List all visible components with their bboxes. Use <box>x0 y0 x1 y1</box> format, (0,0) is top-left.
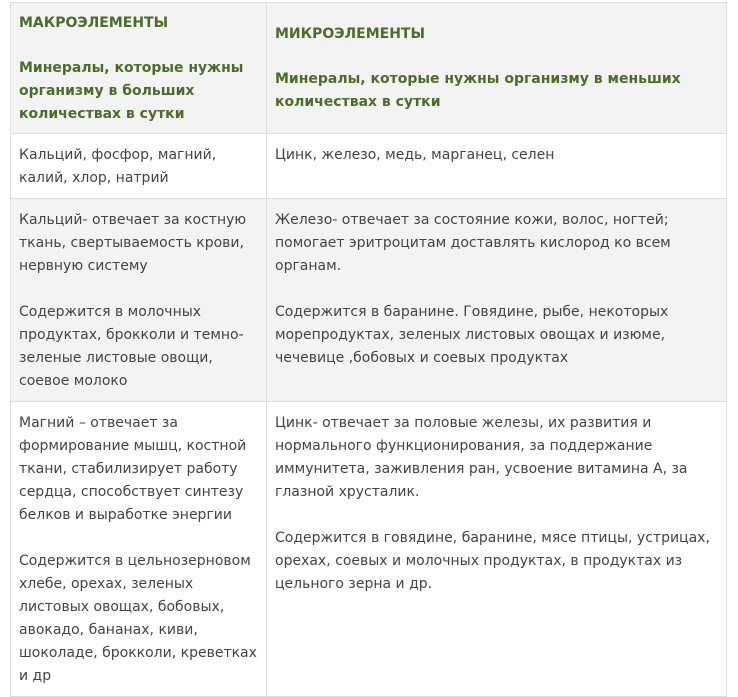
header-micro-cell <box>267 3 727 134</box>
micro-cell <box>267 402 727 697</box>
cell-text: Содержится в цельнозерновом хлебе, орехах, зеленых листовых овощах, бобовых, авокадо, бананах, киви, шоколаде, брокколи, креветках и др <box>19 553 257 684</box>
cell-text: Железо- отвечает за состояние кожи, волос, ногтей; помогает эритроцитам доставлять кислород ко всем органам. <box>275 212 671 274</box>
micro-title: МИКРОЭЛЕМЕНТЫ <box>275 26 425 42</box>
cell-text: Цинк, железо, медь, марганец, селен <box>275 147 555 163</box>
micro-description: Минералы, которые нужны организму в меньших количествах в сутки <box>275 71 681 110</box>
micro-cell <box>267 134 727 199</box>
cell-text: Кальций, фосфор, магний, калий, хлор, натрий <box>19 147 217 186</box>
macro-cell <box>11 402 267 697</box>
micro-cell <box>267 199 727 402</box>
minerals-table <box>10 2 727 697</box>
cell-text: Цинк- отвечает за половые железы, их развития и нормального функционирования, за поддержание иммунитета, заживления ран, усвоение витамина А, за глазной хрусталик. <box>275 415 688 500</box>
header-macro-cell <box>11 3 267 134</box>
table-row <box>11 199 727 402</box>
cell-text: Содержится в говядине, баранине, мясе птицы, устрицах, орехах, соевых и молочных продуктах, в продуктах из цельного зерна и др. <box>275 530 710 592</box>
cell-text: Содержится в молочных продуктах, брокколи и темно-зеленые листовые овощи, соевое молоко <box>19 304 244 389</box>
macro-cell <box>11 199 267 402</box>
macro-description: Минералы, которые нужны организму в больших количествах в сутки <box>19 60 244 122</box>
cell-text: Кальций- отвечает за костную ткань, свертываемость крови, нервную систему <box>19 212 247 274</box>
table-row <box>11 134 727 199</box>
cell-text: Содержится в баранине. Говядине, рыбе, некоторых морепродуктах, зеленых листовых овощах и изюме, чечевице ,бобовых и соевых продуктах <box>275 304 669 366</box>
header-row <box>11 3 727 134</box>
table-row <box>11 402 727 697</box>
cell-text: Магний – отвечает за формирование мышц, костной ткани, стабилизирует работу сердца, способствует синтезу белков и выработке энергии <box>19 415 247 523</box>
macro-cell <box>11 134 267 199</box>
macro-title: МАКРОЭЛЕМЕНТЫ <box>19 15 169 31</box>
